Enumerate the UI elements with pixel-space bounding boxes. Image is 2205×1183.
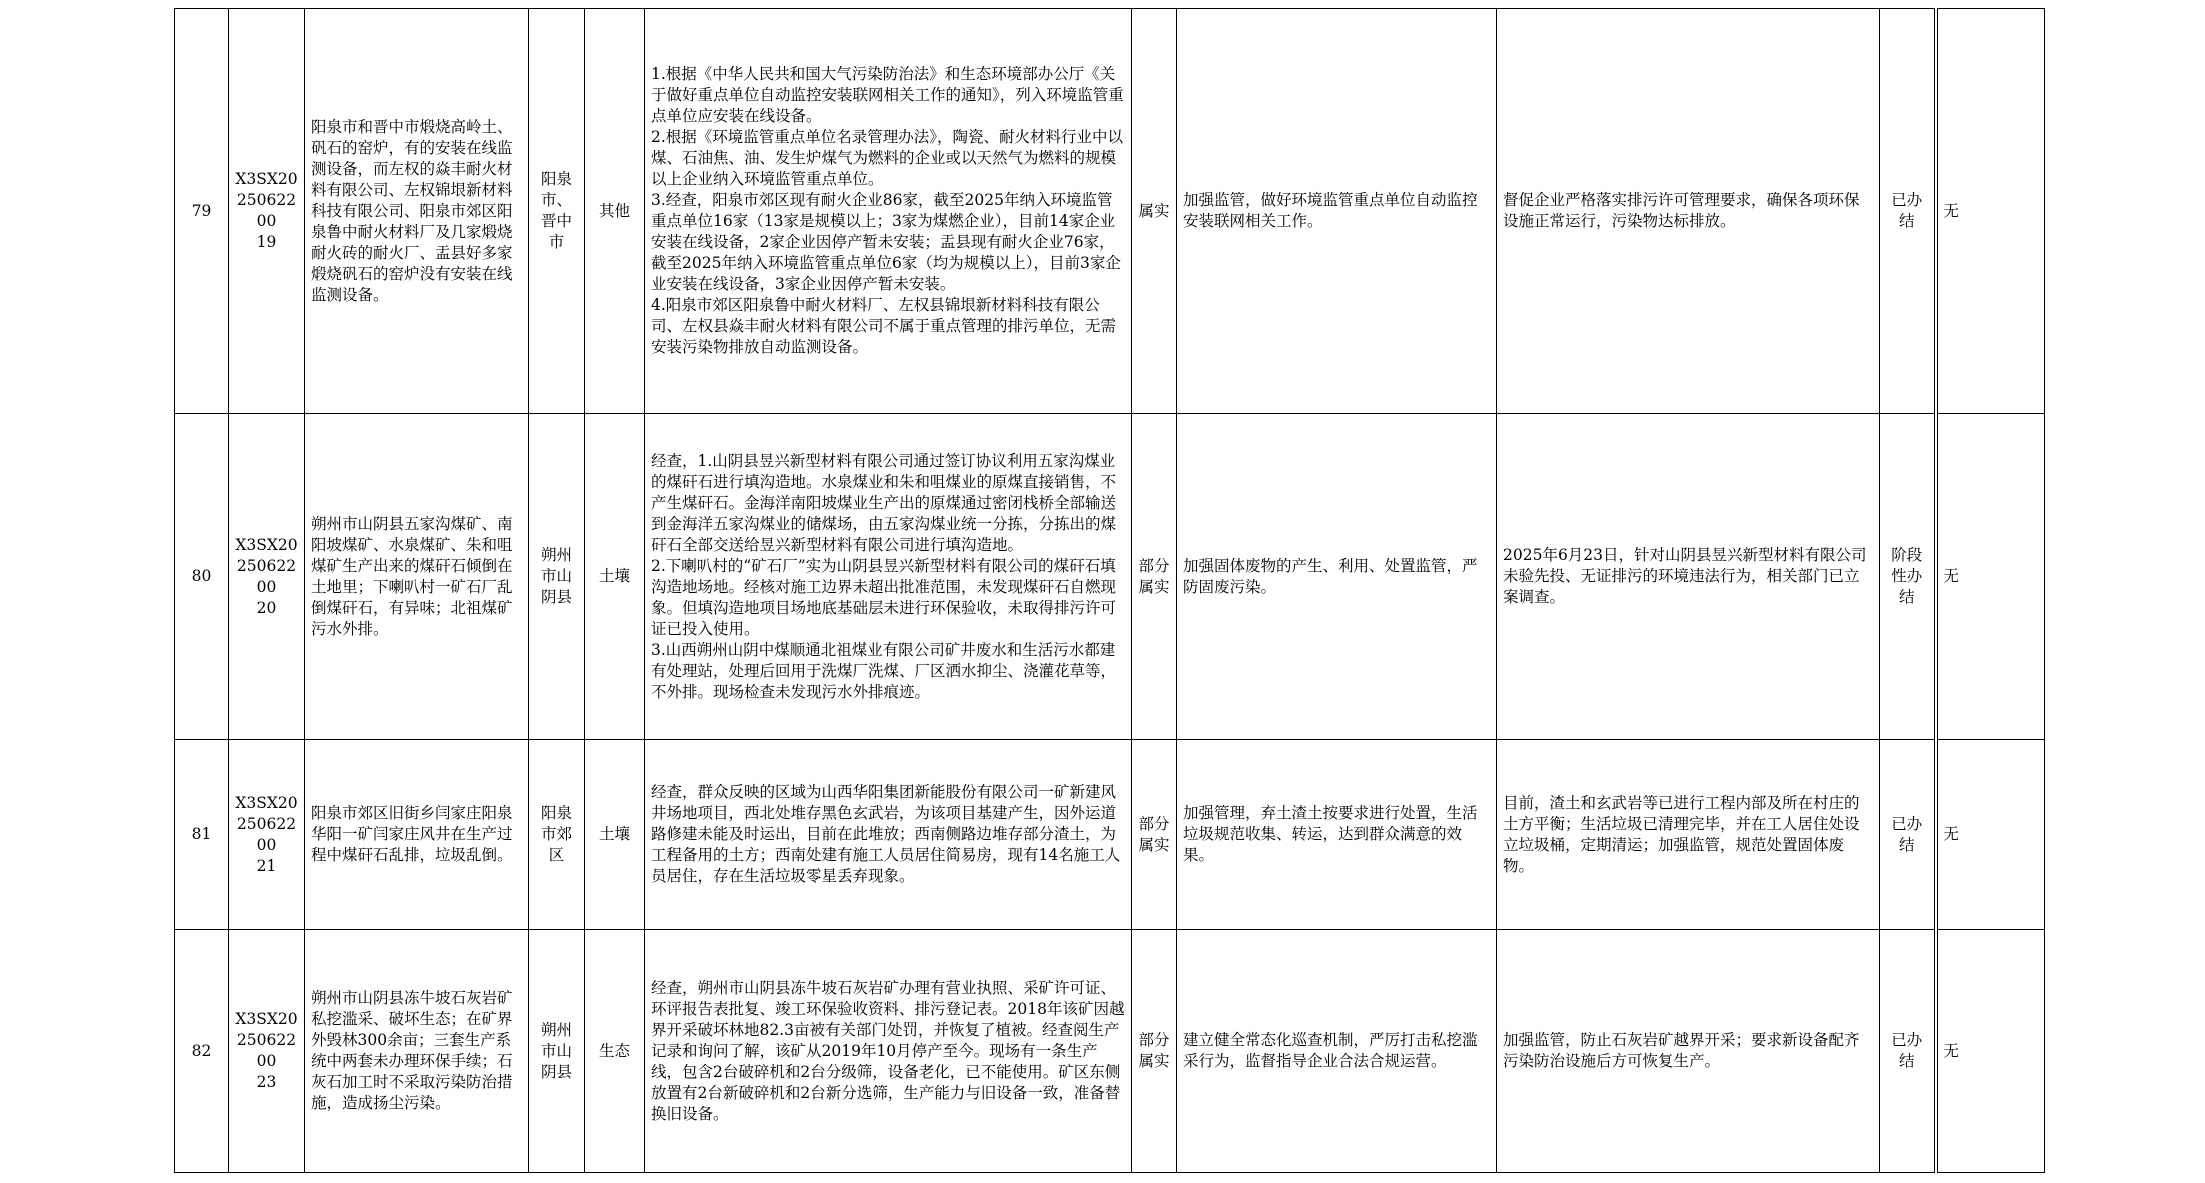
verdict: 部分属实	[1132, 930, 1177, 1173]
row-number: 82	[175, 930, 229, 1173]
handling-measure: 加强监管，做好环境监管重点单位自动监控安装联网相关工作。	[1177, 9, 1497, 414]
investigation-finding: 经查，朔州市山阴县冻牛坡石灰岩矿办理有营业执照、采矿许可证、环评报告表批复、竣工环保验收资料、排污登记表。2018年该矿因越界开采破坏林地82.3亩被有关部门处罚，并恢复了植被。经查阅生产记录和询问了解，该矿从2019年10月停产至今。现场有一条生产线，包含2台破碎机和2台分级筛，设备老化，已不能使用。矿区东侧放置有2台新破碎机和2台新分选筛，生产能力与旧设备一致，准备替换旧设备。	[645, 930, 1132, 1173]
pollution-type: 土壤	[585, 740, 645, 930]
handling-measure: 加强管理，弃土渣土按要求进行处置，生活垃圾规范收集、转运，达到群众满意的效果。	[1177, 740, 1497, 930]
pollution-type: 其他	[585, 9, 645, 414]
table-row	[175, 414, 2045, 740]
handling-result: 2025年6月23日，针对山阴县昱兴新型材料有限公司未验先投、无证排污的环境违法行为，相关部门已立案调查。	[1497, 414, 1880, 740]
investigation-finding: 经查，群众反映的区域为山西华阳集团新能股份有限公司一矿新建风井场地项目，西北处堆存黑色玄武岩，为该项目基建产生，因外运道路修建未能及时运出，目前在此堆放；西南侧路边堆存部分渣土，为工程备用的土方；西南处建有施工人员居住简易房，现有14名施工人员居住，存在生活垃圾零星丢弃现象。	[645, 740, 1132, 930]
district: 阳泉市、晋中市	[529, 9, 585, 414]
row-number: 79	[175, 9, 229, 414]
remark: 无	[1936, 930, 2045, 1173]
complaint-table	[174, 8, 2045, 1173]
case-code: X3SX2025062200 20	[229, 414, 305, 740]
remark: 无	[1936, 9, 2045, 414]
handling-measure: 建立健全常态化巡查机制，严厉打击私挖滥采行为，监督指导企业合法合规运营。	[1177, 930, 1497, 1173]
district: 朔州市山阴县	[529, 930, 585, 1173]
remark: 无	[1936, 740, 2045, 930]
investigation-finding: 经查，1.山阴县昱兴新型材料有限公司通过签订协议利用五家沟煤业的煤矸石进行填沟造地。水泉煤业和朱和咀煤业的原煤直接销售，不产生煤矸石。金海洋南阳坡煤业生产出的原煤通过密闭栈桥全部输送到金海洋五家沟煤业的储煤场，由五家沟煤业统一分拣，分拣出的煤矸石全部交送给昱兴新型材料有限公司进行填沟造地。 2.下喇叭村的“矿石厂”实为山阴县昱兴新型材料有限公司的煤矸石填沟造地场地。经核对施工边界未超出批准范围，未发现煤矸石自燃现象。但填沟造地项目场地底基础层未进行环保验收，未取得排污许可证已投入使用。 3.山西朔州山阴中煤顺通北祖煤业有限公司矿井废水和生活污水都建有处理站，处理后回用于洗煤厂洗煤、厂区洒水抑尘、浇灌花草等，不外排。现场检查未发现污水外排痕迹。	[645, 414, 1132, 740]
status: 已办结	[1880, 930, 1936, 1173]
handling-result: 加强监管，防止石灰岩矿越界开采；要求新设备配齐污染防治设施后方可恢复生产。	[1497, 930, 1880, 1173]
district: 阳泉市郊区	[529, 740, 585, 930]
remark: 无	[1936, 414, 2045, 740]
complaint-content: 朔州市山阴县五家沟煤矿、南阳坡煤矿、水泉煤矿、朱和咀煤矿生产出来的煤矸石倾倒在土地里；下喇叭村一矿石厂乱倒煤矸石，有异味；北祖煤矿污水外排。	[305, 414, 529, 740]
complaint-content: 阳泉市和晋中市煅烧高岭土、矾石的窑炉，有的安装在线监测设备，而左权的焱丰耐火材料有限公司、左权锦垠新材料科技有限公司、阳泉市郊区阳泉鲁中耐火材料厂及几家煅烧耐火砖的耐火厂、盂县好多家煅烧矾石的窑炉没有安装在线监测设备。	[305, 9, 529, 414]
handling-result: 督促企业严格落实排污许可管理要求，确保各项环保设施正常运行，污染物达标排放。	[1497, 9, 1880, 414]
district: 朔州市山阴县	[529, 414, 585, 740]
status: 阶段性办结	[1880, 414, 1936, 740]
pollution-type: 土壤	[585, 414, 645, 740]
row-number: 80	[175, 414, 229, 740]
table-row	[175, 930, 2045, 1173]
status: 已办结	[1880, 740, 1936, 930]
verdict: 部分属实	[1132, 414, 1177, 740]
case-code: X3SX2025062200 23	[229, 930, 305, 1173]
pollution-type: 生态	[585, 930, 645, 1173]
case-code: X3SX2025062200 19	[229, 9, 305, 414]
table-row	[175, 9, 2045, 414]
complaint-content: 朔州市山阴县冻牛坡石灰岩矿私挖滥采、破坏生态；在矿界外毁林300余亩；三套生产系统中两套未办理环保手续；石灰石加工时不采取污染防治措施，造成扬尘污染。	[305, 930, 529, 1173]
status: 已办结	[1880, 9, 1936, 414]
investigation-finding: 1.根据《中华人民共和国大气污染防治法》和生态环境部办公厅《关于做好重点单位自动监控安装联网相关工作的通知》，列入环境监管重点单位应安装在线设备。 2.根据《环境监管重点单位名录管理办法》，陶瓷、耐火材料行业中以煤、石油焦、油、发生炉煤气为燃料的企业或以天然气为燃料的规模以上企业纳入环境监管重点单位。 3.经查，阳泉市郊区现有耐火企业86家，截至2025年纳入环境监管重点单位16家（13家是规模以上；3家为煤燃企业），目前14家企业安装在线设备，2家企业因停产暂未安装；盂县现有耐火企业76家，截至2025年纳入环境监管重点单位6家（均为规模以上），目前3家企业安装在线设备，3家企业因停产暂未安装。 4.阳泉市郊区阳泉鲁中耐火材料厂、左权县锦垠新材料科技有限公司、左权县焱丰耐火材料有限公司不属于重点管理的排污单位，无需安装污染物排放自动监测设备。	[645, 9, 1132, 414]
handling-result: 目前，渣土和玄武岩等已进行工程内部及所在村庄的土方平衡；生活垃圾已清理完毕，并在工人居住处设立垃圾桶，定期清运；加强监管，规范处置固体废物。	[1497, 740, 1880, 930]
complaint-content: 阳泉市郊区旧街乡闫家庄阳泉华阳一矿闫家庄风井在生产过程中煤矸石乱排，垃圾乱倒。	[305, 740, 529, 930]
handling-measure: 加强固体废物的产生、利用、处置监管，严防固废污染。	[1177, 414, 1497, 740]
verdict: 部分属实	[1132, 740, 1177, 930]
verdict: 属实	[1132, 9, 1177, 414]
case-code: X3SX2025062200 21	[229, 740, 305, 930]
table-row	[175, 740, 2045, 930]
row-number: 81	[175, 740, 229, 930]
